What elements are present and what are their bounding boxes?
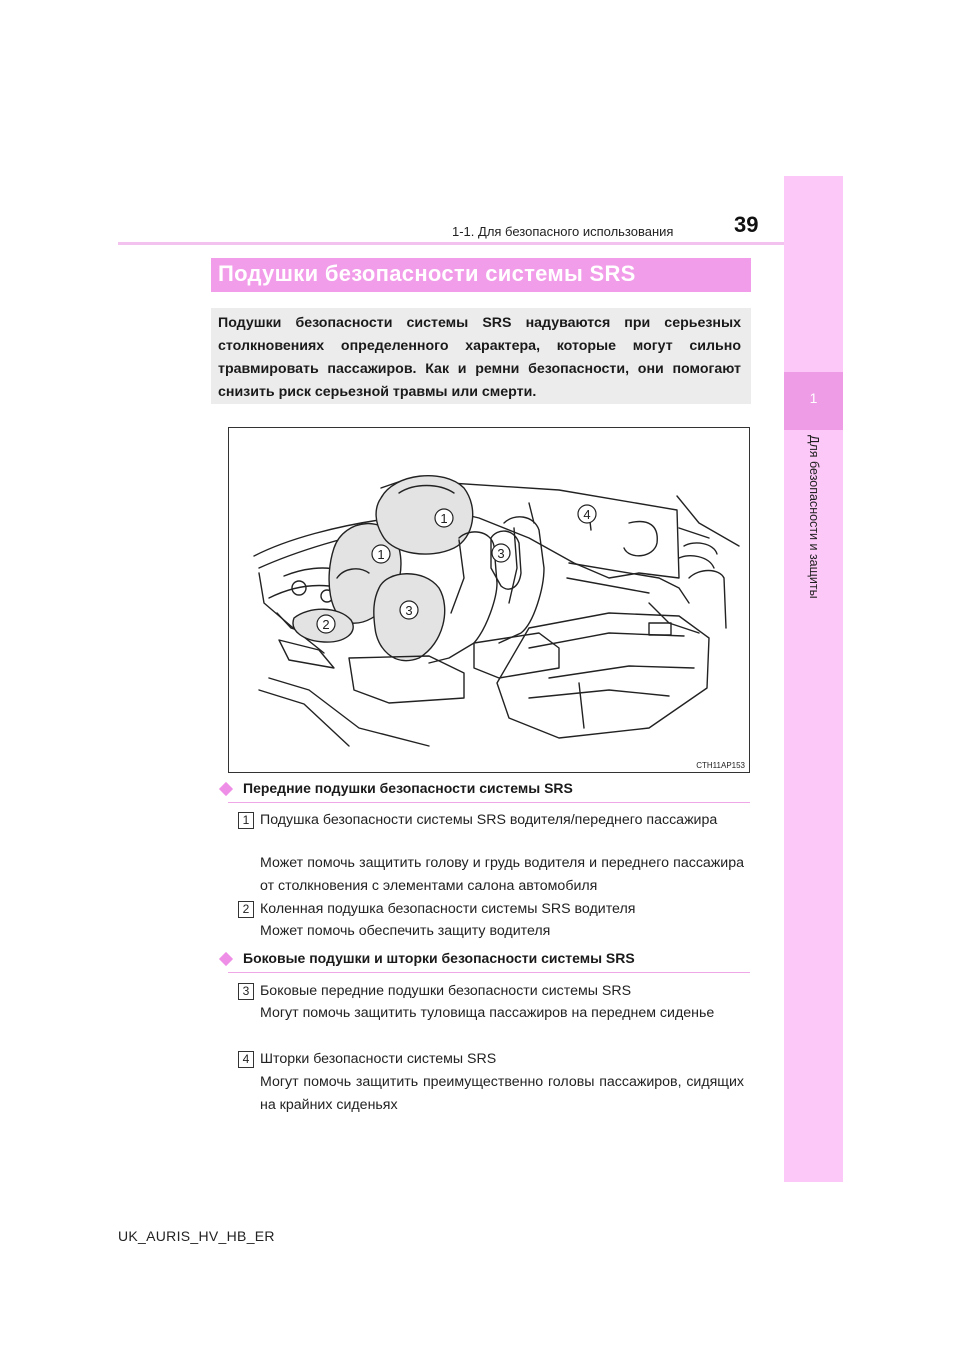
breadcrumb: 1-1. Для безопасного использования [452,224,674,239]
car-interior-drawing [229,428,749,772]
subheading-front-airbags: Передние подушки безопасности системы SRS [221,780,761,804]
item-number: 1 [238,812,254,829]
svg-text:2: 2 [322,617,330,632]
header-divider [118,242,784,245]
item-title: Боковые передние подушки безопасности системы SRS [260,983,632,999]
chapter-label: Для безопасности и защиты [807,435,821,599]
item-number: 3 [238,983,254,1000]
section-title: Подушки безопасности системы SRS [218,261,636,286]
subheading-side-airbags: Боковые подушки и шторки безопасности системы SRS [221,950,761,974]
svg-text:3: 3 [497,546,505,561]
item-number: 2 [238,901,254,918]
chapter-side-tab [784,176,843,1182]
item-title: Шторки безопасности системы SRS [260,1051,497,1067]
document-code: UK_AURIS_HV_HB_ER [118,1228,275,1244]
diamond-bullet-icon [219,782,233,796]
subheading-rule [228,802,750,803]
callout-3-driver-side [400,601,418,619]
callout-2-knee [317,615,335,633]
callout-4-curtain [578,505,596,523]
item-title: Коленная подушка безопасности системы SRS водителя [260,901,636,917]
item-title: Подушка безопасности системы SRS водителя/переднего пассажира [260,812,718,828]
svg-text:3: 3 [405,603,413,618]
item-description: Могут помочь защитить туловища пассажиров на переднем сиденье [260,1005,715,1021]
figure-code: CTH11AP153 [696,761,745,770]
airbag-illustration [228,427,750,773]
item-description: Может помочь защитить голову и грудь водителя и переднего пассажира от столкновения с элементами салона автомобиля [260,855,744,894]
svg-text:1: 1 [377,547,385,562]
subheading-rule [228,972,750,973]
intro-text: Подушки безопасности системы SRS надуваются при серьезных столкновениях определенного характера, которые могут сильно травмировать пассажиров. Как и ремни безопасности, они помогают снизить риск серьезной травмы или смерти. [218,315,741,400]
diamond-bullet-icon [219,952,233,966]
item-description: Может помочь обеспечить защиту водителя [260,923,551,939]
page-number: 39 [734,212,759,237]
svg-text:1: 1 [440,511,448,526]
callout-3-passenger-side [492,544,510,562]
chapter-number: 1 [809,390,818,406]
item-description: Могут помочь защитить преимущественно головы пассажиров, сидящих на крайних сиденьях [260,1074,744,1113]
callout-1-passenger [435,509,453,527]
item-number: 4 [238,1051,254,1068]
callout-1-driver [372,545,390,563]
svg-text:4: 4 [583,507,591,522]
